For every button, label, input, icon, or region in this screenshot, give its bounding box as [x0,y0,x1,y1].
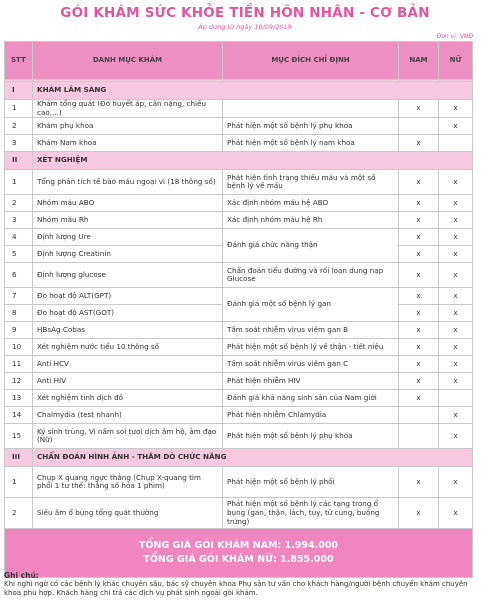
row-male: x [399,288,439,305]
row-stt: 10 [5,339,33,356]
row-purpose: Tầm soát nhiễm virus viêm gan B [223,322,399,339]
table-row [5,390,473,407]
row-female: x [439,212,473,229]
row-category: HBsAg Cobas [33,322,223,339]
row-purpose: Chẩn đoán tiểu đường và rối loạn dung nạp Glucose [223,263,399,288]
row-purpose: Tầm soát nhiễm virus viêm gan C [223,356,399,373]
row-purpose: Phát hiện một số bệnh lý về thận - tiết niệu [223,339,399,356]
row-male: x [399,246,439,263]
row-male: x [399,212,439,229]
table-row [5,229,473,246]
row-stt: 2 [5,195,33,212]
header-male: NAM [399,42,439,80]
section-number: II [5,152,33,170]
row-female: x [439,170,473,195]
row-category: Khám phụ khoa [33,118,223,135]
header-stt: STT [5,42,33,80]
row-category: Xét nghiệm tinh dịch đồ [33,390,223,407]
table-row [5,339,473,356]
table-row [5,467,473,498]
table-row [5,170,473,195]
section-title: KHÁM LÂM SÀNG [33,82,473,100]
row-male: x [399,170,439,195]
row-stt: 6 [5,263,33,288]
row-category: Định lượng glucose [33,263,223,288]
row-stt: 7 [5,288,33,305]
total-male-price: TỔNG GIÁ GÓI KHÁM NAM: 1.994.000 [138,539,339,551]
row-category: Định lượng Ure [33,229,223,246]
table-row [5,288,473,305]
row-female: x [439,195,473,212]
row-male: x [399,356,439,373]
row-female: x [439,229,473,246]
row-female: x [439,356,473,373]
section-number: I [5,82,33,100]
row-female: x [439,373,473,390]
row-category: Tổng phân tích tế bào máu ngoại vi (18 thông số) [33,170,223,195]
row-purpose: Đánh giá khả năng sinh sản của Nam giới [223,390,399,407]
row-female: x [439,467,473,498]
row-male [399,424,439,449]
row-category: Đo hoạt độ AST(GOT) [33,305,223,322]
table-row [5,498,473,529]
row-stt: 3 [5,135,33,152]
row-female: x [439,498,473,529]
row-male: x [399,339,439,356]
row-stt: 1 [5,467,33,498]
effective-date: Áp dụng từ ngày 18/09/2019 [198,23,292,31]
row-stt: 15 [5,424,33,449]
header-purpose: MỤC ĐÍCH CHỈ ĐỊNH [223,42,399,80]
row-purpose: Đánh giá một số bệnh lý gan [223,288,399,322]
row-stt: 1 [5,170,33,195]
row-male: x [399,100,439,118]
section-title: CHẨN ĐOÁN HÌNH ẢNH - THĂM DÒ CHỨC NĂNG [33,449,473,467]
row-purpose: Phát hiện một số bệnh lý phụ khoa [223,424,399,449]
row-male: x [399,229,439,246]
package-table [4,41,473,578]
row-purpose: Phát hiện một số bệnh lý các tạng trong ổ bụng (gan, thận, lách, tụy, tử cung, buồng trứng) [223,498,399,529]
total-cell [5,529,473,578]
table-header [5,42,473,80]
table-row [5,195,473,212]
row-male: x [399,263,439,288]
row-male: x [399,498,439,529]
header-female: NỮ [439,42,473,80]
row-purpose: Xác định nhóm máu hệ ABO [223,195,399,212]
row-category: Nhóm máu ABO [33,195,223,212]
section-title: XÉT NGHIỆM [33,152,473,170]
currency-unit: Đơn vị: VNĐ [436,33,473,40]
table-row [5,212,473,229]
row-female: x [439,339,473,356]
section-row [5,82,473,100]
row-purpose: Phát hiện nhiễm Chlamydia [223,407,399,424]
note-text: Khi nghi ngờ có các bệnh lý khác chuyên sâu, bác sỹ chuyên khoa Phụ sản tư vấn cho khách hàng/người bệnh chuyển khám chuyên khoa phù hợp. Khách hàng chi trả các dịch vụ phát sinh ngoài gói khám. [4,580,468,598]
table-row [5,100,473,118]
table-row [5,356,473,373]
row-purpose: Phát hiện nhiễm HIV [223,373,399,390]
row-female: x [439,305,473,322]
row-male [399,118,439,135]
row-female [439,135,473,152]
row-female: x [439,100,473,118]
row-male: x [399,322,439,339]
row-purpose: Phát hiện một số bệnh lý nam khoa [223,135,399,152]
total-row [5,529,473,578]
row-male: x [399,195,439,212]
row-category: Ký sinh trùng, Vi nấm soi tươi dịch âm hộ, âm đạo (Nữ) [33,424,223,449]
row-male: x [399,373,439,390]
header-category: DANH MỤC KHÁM [33,42,223,80]
row-category: Nhóm máu Rh [33,212,223,229]
row-category: Đo hoạt độ ALT(GPT) [33,288,223,305]
row-purpose: Đánh giá chức năng thận [223,229,399,263]
row-stt: 14 [5,407,33,424]
row-stt: 4 [5,229,33,246]
row-purpose [223,100,399,118]
row-category: Chụp X quang ngực thẳng (Chụp X-quang tim phổi 1 tư thế: thẳng số hóa 1 phim) [33,467,223,498]
row-female: x [439,118,473,135]
row-female: x [439,407,473,424]
row-stt: 3 [5,212,33,229]
table-row [5,118,473,135]
table-row [5,373,473,390]
row-male: x [399,390,439,407]
row-category: Anti HIV [33,373,223,390]
total-female-price: TỔNG GIÁ GÓI KHÁM NỮ: 1.855.000 [143,554,334,566]
row-category: Chalmydia (test nhanh) [33,407,223,424]
section-number: III [5,449,33,467]
table-row [5,135,473,152]
row-male [399,407,439,424]
row-purpose: Phát hiện tình trạng thiếu máu và một số bệnh lý về máu [223,170,399,195]
section-row [5,449,473,467]
page-title: GÓI KHÁM SỨC KHỎE TIỀN HÔN NHÂN - CƠ BẢN [60,5,430,21]
row-stt: 1 [5,100,33,118]
row-category: Xét nghiệm nước tiểu 10 thông số [33,339,223,356]
row-stt: 2 [5,498,33,529]
row-female: x [439,263,473,288]
row-stt: 11 [5,356,33,373]
row-female: x [439,424,473,449]
row-male: x [399,305,439,322]
row-male: x [399,467,439,498]
row-male: x [399,135,439,152]
row-category: Siêu âm ổ bụng tổng quát thường [33,498,223,529]
table-row [5,407,473,424]
row-female: x [439,322,473,339]
row-category: Anti HCV [33,356,223,373]
row-stt: 8 [5,305,33,322]
row-stt: 5 [5,246,33,263]
table-row [5,322,473,339]
row-category: Định lượng Creatinin [33,246,223,263]
row-female: x [439,288,473,305]
row-stt: 2 [5,118,33,135]
row-female [439,390,473,407]
row-category: Khám Nam khoa [33,135,223,152]
row-stt: 12 [5,373,33,390]
row-female: x [439,246,473,263]
row-category: Khám tổng quát (Đo huyết áp, cân nặng, chiều cao,...) [33,100,223,118]
table-row [5,424,473,449]
row-purpose: Phát hiện một số bệnh lý phổi [223,467,399,498]
row-purpose: Phát hiện một số bệnh lý phụ khoa [223,118,399,135]
note-title: Ghi chú: [4,571,39,580]
section-row [5,152,473,170]
row-stt: 13 [5,390,33,407]
row-purpose: Xác định nhóm máu hệ Rh [223,212,399,229]
table-row [5,263,473,288]
row-stt: 9 [5,322,33,339]
